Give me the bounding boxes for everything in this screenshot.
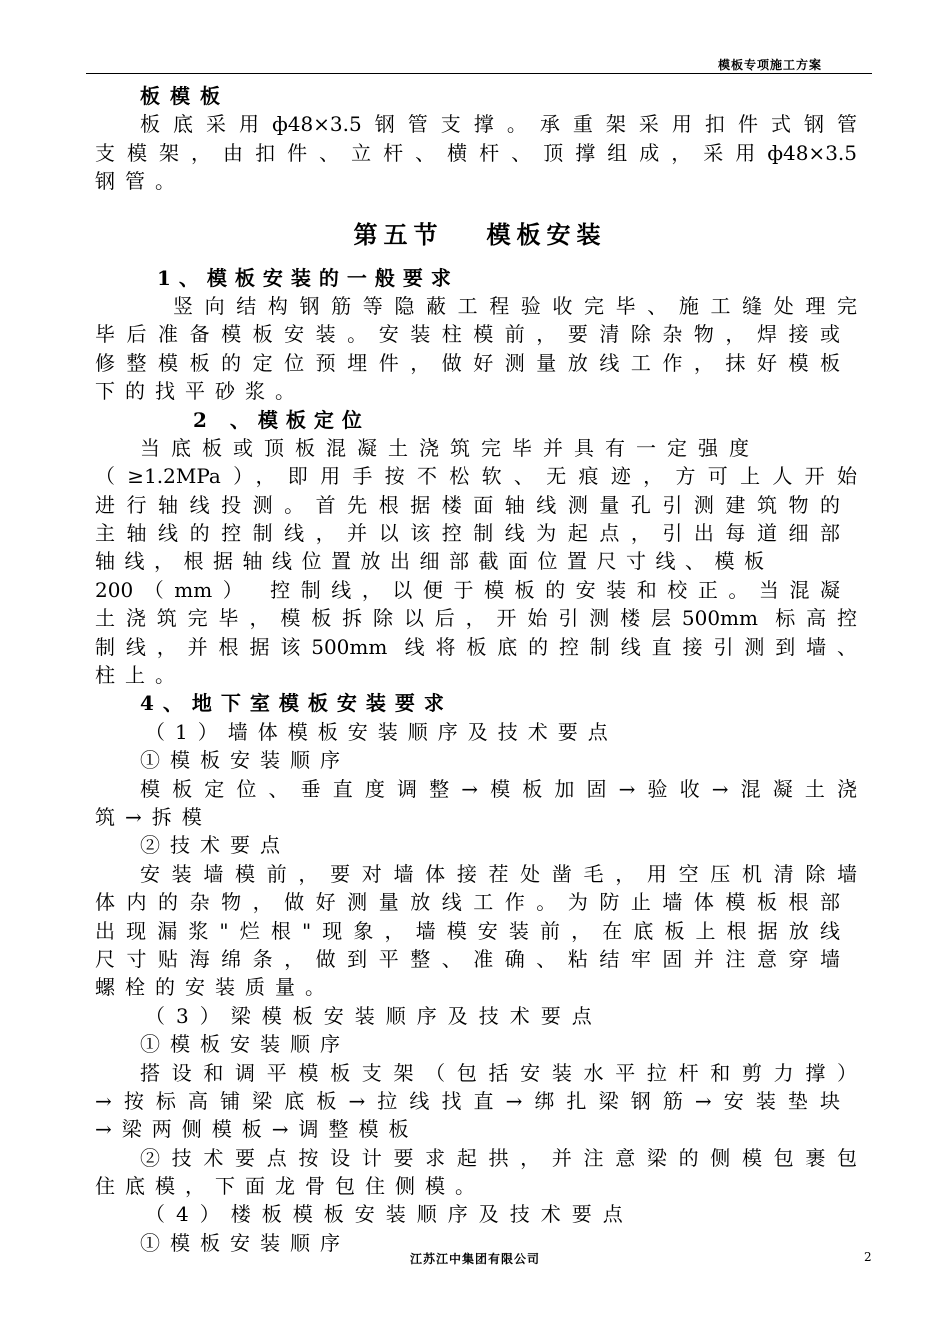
- header-title: 模板专项施工方案: [717, 58, 822, 72]
- paragraph-line: 土浇筑完毕，模板拆除以后，开始引测楼层500mm 标高控: [95, 606, 857, 631]
- heading-formwork-positioning: 2 、模板定位: [193, 407, 370, 432]
- page-number: 2: [864, 1250, 872, 1264]
- item-technical-points: ②技术要点: [140, 833, 290, 858]
- paragraph-line: 柱上。: [95, 663, 185, 688]
- paragraph-line: 出现漏浆"烂根"现象，墙模安装前，在底板上根据放线: [95, 918, 840, 943]
- paragraph-line: ②技术要点按设计要求起拱，并注意梁的侧模包裹包: [140, 1145, 857, 1170]
- paragraph-line: →梁两侧模板→调整模板: [95, 1117, 419, 1142]
- paragraph-line: 板底采用ф48×3.5钢管支撑。承重架采用扣件式钢管: [140, 112, 857, 137]
- paragraph-line: 体内的杂物，做好测量放线工作。为防止墙体模板根部: [95, 890, 840, 915]
- paragraph-line: 毕后准备模板安装。安装柱模前，要清除杂物，焊接或: [95, 322, 840, 347]
- heading-basement-formwork: 4、地下室模板安装要求: [140, 691, 453, 716]
- footer-company: 江苏江中集团有限公司: [409, 1252, 540, 1266]
- document-body: [95, 82, 865, 1257]
- item-install-sequence: ①模板安装顺序: [140, 1032, 350, 1057]
- item-install-sequence: ①模板安装顺序: [140, 748, 350, 773]
- paragraph-line: 制线，并根据该500mm 线将板底的控制线直接引测到墙、: [95, 634, 857, 659]
- paragraph-line: 螺栓的安装质量。: [95, 975, 335, 1000]
- heading-slab-formwork: 板模板: [140, 84, 230, 108]
- paragraph-line: （≥1.2MPa），即用手按不松软、无痕迹，方可上人开始: [95, 464, 857, 489]
- paragraph-line: 搭设和调平模板支架（包括安装水平拉杆和剪力撑）: [140, 1060, 857, 1085]
- paragraph-line: 竖向结构钢筋等隐蔽工程验收完毕、施工缝处理完: [173, 293, 857, 318]
- item-install-sequence: ①模板安装顺序: [140, 1230, 350, 1255]
- paragraph-line: 模板定位、垂直度调整→模板加固→验收→混凝土浇: [140, 776, 857, 801]
- paragraph-line: 进行轴线投测。首先根据楼面轴线测量孔引测建筑物的: [95, 492, 840, 517]
- section-title: 第五节 模板安装: [353, 219, 607, 249]
- paragraph-line: 钢管。: [95, 169, 185, 194]
- paragraph-line: 住底模，下面龙骨包住侧模。: [95, 1174, 485, 1199]
- subheading-slab-formwork: （4）楼板模板安装顺序及技术要点: [145, 1202, 634, 1227]
- header-rule: [86, 73, 872, 74]
- paragraph-line: →按标高铺梁底板→拉线找直→绑扎梁钢筋→安装垫块: [95, 1088, 840, 1113]
- paragraph-line: 尺寸贴海绵条，做到平整、准确、粘结牢固并注意穿墙: [95, 946, 840, 971]
- paragraph-line: 轴线，根据轴线位置放出细部截面位置尺寸线、模板: [95, 549, 774, 574]
- paragraph-line: 修整模板的定位预埋件，做好测量放线工作，抹好模板: [95, 350, 840, 375]
- heading-general-requirements: 1、模板安装的一般要求: [157, 265, 459, 290]
- paragraph-line: 当底板或顶板混凝土浇筑完毕并具有一定强度: [140, 435, 760, 460]
- subheading-beam-formwork: （3）梁模板安装顺序及技术要点: [145, 1003, 603, 1028]
- paragraph-line: 安装墙模前，要对墙体接茬处凿毛，用空压机清除墙: [140, 861, 857, 886]
- paragraph-line: 支模架，由扣件、立杆、横杆、顶撑组成，采用ф48×3.5: [95, 140, 857, 165]
- subheading-wall-formwork: （1）墙体模板安装顺序及技术要点: [145, 719, 618, 744]
- paragraph-line: 下的找平砂浆。: [95, 379, 305, 404]
- paragraph-line: 200（mm） 控制线，以便于模板的安装和校正。当混凝: [95, 577, 840, 602]
- paragraph-line: 筑→拆模: [95, 804, 212, 829]
- paragraph-line: 主轴线的控制线，并以该控制线为起点，引出每道细部: [95, 521, 840, 546]
